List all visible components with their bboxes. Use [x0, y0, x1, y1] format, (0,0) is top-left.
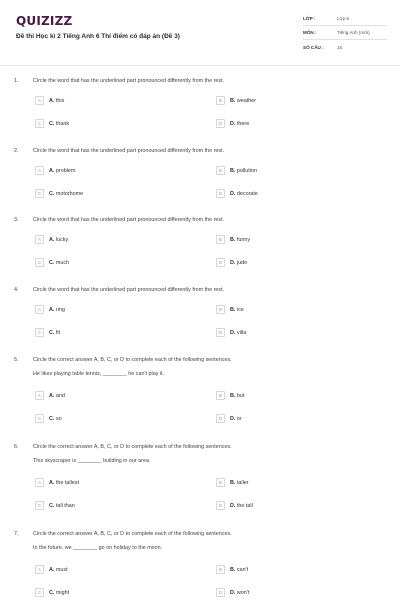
- option-value: thank: [55, 120, 70, 127]
- option-key: A.: [49, 306, 55, 313]
- answer-option-d[interactable]: [216, 189, 258, 198]
- option-key: C.: [49, 190, 55, 197]
- option-value: much: [55, 259, 70, 266]
- meta-row-count: [303, 40, 387, 54]
- option-value: problem: [55, 167, 76, 174]
- option-letter-box[interactable]: B: [216, 565, 225, 574]
- question-text: Circle the word that has the underlined part pronounced differently from the rest.: [33, 78, 225, 84]
- option-text: [230, 567, 248, 573]
- answer-option-a[interactable]: [35, 478, 79, 487]
- answer-option-b[interactable]: [216, 391, 244, 400]
- option-letter-box[interactable]: A: [35, 96, 44, 105]
- meta-value: Lớp 6: [337, 16, 349, 21]
- option-text: [230, 590, 249, 596]
- answer-option-c[interactable]: [35, 189, 83, 198]
- option-text: [49, 98, 64, 104]
- question-sentence: In the future, we ________ go on holiday to the moon.: [33, 545, 163, 551]
- option-value: lucky: [55, 236, 69, 243]
- option-letter-box[interactable]: B: [216, 391, 225, 400]
- option-value: so: [55, 415, 62, 422]
- meta-value: 15: [337, 44, 343, 50]
- meta-label: SỐ CÂU :: [303, 44, 324, 50]
- option-value: judo: [236, 259, 248, 266]
- option-key: C.: [49, 329, 55, 336]
- answer-option-c[interactable]: [35, 414, 62, 423]
- option-value: weather: [236, 97, 257, 104]
- answer-option-a[interactable]: [35, 305, 65, 314]
- meta-value: Tiếng Anh (mới): [337, 30, 370, 35]
- option-letter-box[interactable]: C: [35, 501, 44, 510]
- option-key: C.: [49, 415, 55, 422]
- option-key: B.: [230, 566, 236, 573]
- meta-label: LỚP :: [303, 16, 316, 21]
- option-value: fit: [55, 329, 61, 336]
- question-number: 5.: [14, 357, 19, 363]
- option-value: and: [55, 392, 65, 399]
- answer-option-a[interactable]: [35, 391, 65, 400]
- option-text: [49, 393, 65, 399]
- answer-option-a[interactable]: [35, 565, 68, 574]
- option-text: [49, 307, 65, 313]
- option-letter-box[interactable]: B: [216, 235, 225, 244]
- option-text: [230, 168, 257, 174]
- question-sentence: He likes playing table tennis, ________ he can't play it.: [33, 371, 165, 377]
- option-text: [49, 330, 60, 336]
- option-text: [230, 237, 250, 243]
- option-text: [49, 191, 83, 197]
- option-key: C.: [49, 589, 55, 596]
- answer-option-b[interactable]: [216, 478, 249, 487]
- option-letter-box[interactable]: D: [216, 414, 225, 423]
- option-text: [49, 260, 69, 266]
- option-key: B.: [230, 306, 236, 313]
- option-key: B.: [230, 236, 236, 243]
- question-number: 7.: [14, 531, 19, 537]
- answer-option-c[interactable]: [35, 328, 60, 337]
- option-text: [230, 260, 247, 266]
- question-text: Circle the correct answer A, B, C, or D to complete each of the following sentences.: [33, 444, 232, 450]
- option-letter-box[interactable]: A: [35, 478, 44, 487]
- option-value: decorate: [236, 190, 258, 197]
- question-number: 4.: [14, 287, 19, 293]
- option-letter-box[interactable]: D: [216, 119, 225, 128]
- option-text: [49, 168, 75, 174]
- option-text: [49, 503, 75, 509]
- option-letter-box[interactable]: D: [216, 328, 225, 337]
- option-letter-box[interactable]: D: [216, 501, 225, 510]
- option-letter-box[interactable]: A: [35, 391, 44, 400]
- option-value: there: [236, 120, 250, 127]
- option-value: funny: [236, 236, 251, 243]
- question-number: 3.: [14, 217, 19, 223]
- option-key: B.: [230, 479, 236, 486]
- question-text: Circle the word that has the underlined part pronounced differently from the rest.: [33, 287, 225, 293]
- option-text: [230, 480, 249, 486]
- option-letter-box[interactable]: D: [216, 189, 225, 198]
- option-text: [230, 393, 244, 399]
- question-number: 6.: [14, 444, 19, 450]
- answer-option-b[interactable]: [216, 96, 256, 105]
- option-value: ring: [55, 306, 65, 313]
- worksheet-meta: [303, 12, 387, 54]
- question-sentence: This skyscraper is ________ building in our area.: [33, 458, 151, 464]
- option-value: must: [55, 566, 68, 573]
- option-letter-box[interactable]: C: [35, 189, 44, 198]
- option-value: this: [55, 97, 65, 104]
- answer-option-b[interactable]: [216, 305, 244, 314]
- answer-option-c[interactable]: [35, 119, 69, 128]
- option-value: the tall: [236, 502, 253, 509]
- option-key: A.: [49, 392, 55, 399]
- answer-option-b[interactable]: [216, 235, 250, 244]
- meta-row-subject: [303, 26, 387, 40]
- option-text: [230, 98, 256, 104]
- answer-option-a[interactable]: [35, 96, 64, 105]
- option-letter-box[interactable]: D: [216, 588, 225, 597]
- answer-option-a[interactable]: [35, 235, 68, 244]
- option-key: A.: [49, 479, 55, 486]
- meta-row-class: [303, 12, 387, 26]
- question-number: 1.: [14, 78, 19, 84]
- option-letter-box[interactable]: A: [35, 305, 44, 314]
- option-value: won't: [236, 589, 250, 596]
- quizizz-logo: QUIZIZZ: [16, 14, 73, 28]
- option-letter-box[interactable]: B: [216, 96, 225, 105]
- option-letter-box[interactable]: C: [35, 414, 44, 423]
- option-key: B.: [230, 167, 236, 174]
- answer-option-c[interactable]: [35, 258, 69, 267]
- option-key: B.: [230, 97, 236, 104]
- option-letter-box[interactable]: A: [35, 235, 44, 244]
- option-value: taller: [236, 479, 249, 486]
- option-key: A.: [49, 566, 55, 573]
- option-value: can't: [236, 566, 249, 573]
- question-text: Circle the correct answer A, B, C, or D to complete each of the following sentences.: [33, 357, 232, 363]
- option-text: [230, 416, 242, 422]
- option-text: [49, 237, 68, 243]
- answer-option-d[interactable]: [216, 258, 247, 267]
- option-text: [230, 330, 246, 336]
- option-text: [49, 416, 62, 422]
- question-text: Circle the correct answer A, B, C, or D to complete each of the following sentences.: [33, 531, 232, 537]
- answer-option-d[interactable]: [216, 501, 253, 510]
- answer-option-d[interactable]: [216, 414, 242, 423]
- answer-option-b[interactable]: [216, 565, 248, 574]
- option-key: D.: [230, 415, 236, 422]
- answer-option-c[interactable]: [35, 501, 75, 510]
- option-key: D.: [230, 329, 236, 336]
- option-letter-box[interactable]: D: [216, 258, 225, 267]
- answer-option-b[interactable]: [216, 166, 257, 175]
- option-key: C.: [49, 502, 55, 509]
- option-text: [230, 503, 253, 509]
- meta-label: MÔN :: [303, 30, 317, 35]
- option-key: D.: [230, 190, 236, 197]
- answer-option-a[interactable]: [35, 166, 75, 175]
- option-letter-box[interactable]: C: [35, 119, 44, 128]
- option-letter-box[interactable]: A: [35, 166, 44, 175]
- option-key: C.: [49, 120, 55, 127]
- option-text: [230, 121, 249, 127]
- option-text: [49, 480, 79, 486]
- answer-option-d[interactable]: [216, 119, 249, 128]
- option-key: D.: [230, 502, 236, 509]
- option-value: pollution: [236, 167, 257, 174]
- question-text: Circle the word that has the underlined part pronounced differently from the rest.: [33, 217, 225, 223]
- option-key: D.: [230, 589, 236, 596]
- answer-option-d[interactable]: [216, 328, 246, 337]
- option-value: tall than: [55, 502, 75, 509]
- option-value: but: [236, 392, 245, 399]
- worksheet-title: Đề thi Học kì 2 Tiếng Anh 6 Thí điểm có đáp án (Đề 3): [16, 33, 180, 40]
- question-text: Circle the word that has the underlined part pronounced differently from the rest.: [33, 148, 225, 154]
- option-key: A.: [49, 167, 55, 174]
- answer-option-d[interactable]: [216, 588, 249, 597]
- option-key: A.: [49, 97, 55, 104]
- option-text: [230, 307, 244, 313]
- option-key: C.: [49, 259, 55, 266]
- option-key: A.: [49, 236, 55, 243]
- option-letter-box[interactable]: C: [35, 258, 44, 267]
- option-value: ice: [236, 306, 244, 313]
- option-letter-box[interactable]: B: [216, 166, 225, 175]
- option-value: the tallest: [55, 479, 79, 486]
- option-value: or: [236, 415, 242, 422]
- question-number: 2.: [14, 148, 19, 154]
- option-value: villa: [236, 329, 247, 336]
- option-letter-box[interactable]: B: [216, 478, 225, 487]
- option-value: motorhome: [55, 190, 84, 197]
- option-text: [49, 590, 69, 596]
- worksheet-header: [0, 0, 400, 66]
- option-key: D.: [230, 120, 236, 127]
- option-key: D.: [230, 259, 236, 266]
- option-letter-box[interactable]: B: [216, 305, 225, 314]
- option-text: [230, 191, 258, 197]
- option-value: might: [55, 589, 70, 596]
- option-key: B.: [230, 392, 236, 399]
- option-text: [49, 121, 69, 127]
- option-letter-box[interactable]: A: [35, 565, 44, 574]
- answer-option-c[interactable]: [35, 588, 69, 597]
- option-text: [49, 567, 68, 573]
- option-letter-box[interactable]: C: [35, 328, 44, 337]
- option-letter-box[interactable]: C: [35, 588, 44, 597]
